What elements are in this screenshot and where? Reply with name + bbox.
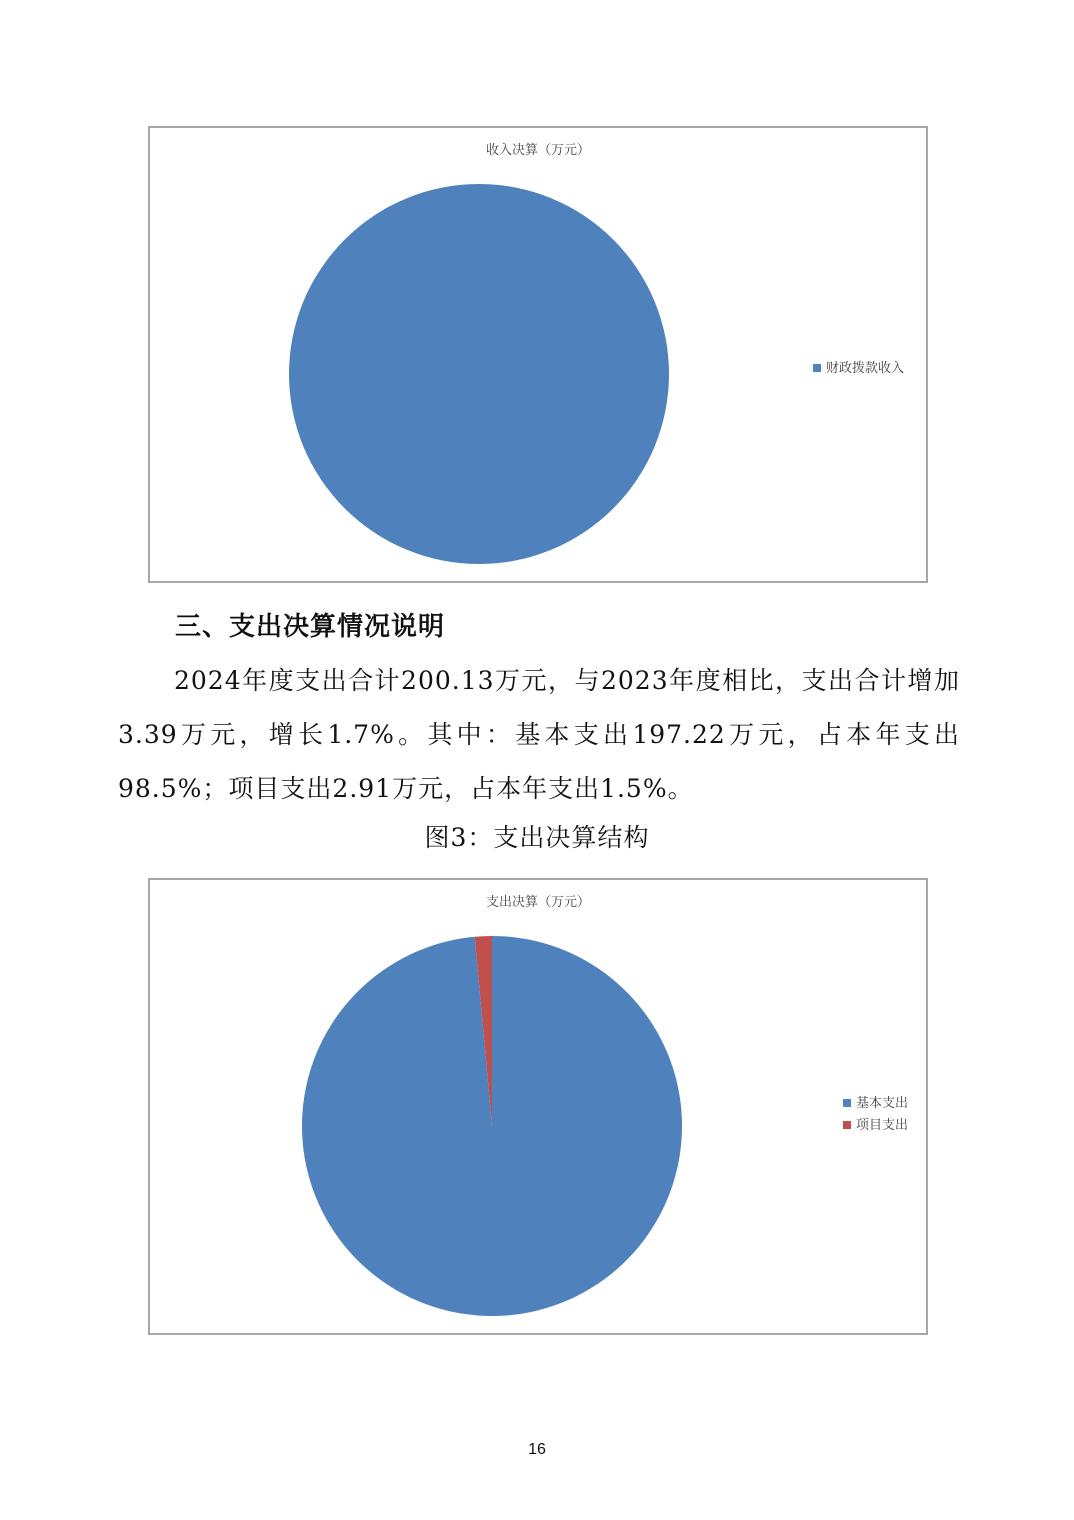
pie-slice-1 bbox=[302, 936, 682, 1316]
legend-label-1: 基本支出 bbox=[856, 1096, 909, 1111]
chart-title: 收入决算（万元） bbox=[485, 143, 591, 158]
section-heading: 三、支出决算情况说明 bbox=[175, 612, 446, 642]
legend-swatch-1 bbox=[813, 364, 821, 372]
income-pie-svg bbox=[150, 128, 926, 581]
legend bbox=[843, 1095, 908, 1133]
section-paragraph bbox=[118, 654, 960, 816]
legend-swatch-2 bbox=[843, 1121, 851, 1129]
legend-label-2: 项目支出 bbox=[856, 1118, 909, 1133]
legend-label-1: 财政拨款收入 bbox=[826, 361, 905, 376]
chart-title: 支出决算（万元） bbox=[485, 895, 591, 910]
pie-slices bbox=[289, 184, 669, 564]
paragraph-text: 2024年度支出合计200.13万元，与2023年度相比，支出合计增加3.39万元，增长1.7%。其中：基本支出197.22万元，占本年支出98.5%；项目支出2.91万元，占本年支出1.5%。 bbox=[118, 666, 960, 803]
page-number: 16 bbox=[528, 1441, 546, 1458]
pie-slice-1 bbox=[289, 184, 669, 564]
income-chart bbox=[148, 126, 928, 583]
figure-caption: 图3：支出决算结构 bbox=[424, 823, 650, 852]
expenditure-pie-svg bbox=[150, 880, 926, 1333]
pie-slices bbox=[302, 936, 682, 1316]
legend bbox=[813, 360, 904, 376]
legend-swatch-1 bbox=[843, 1099, 851, 1107]
expenditure-chart bbox=[148, 878, 928, 1335]
